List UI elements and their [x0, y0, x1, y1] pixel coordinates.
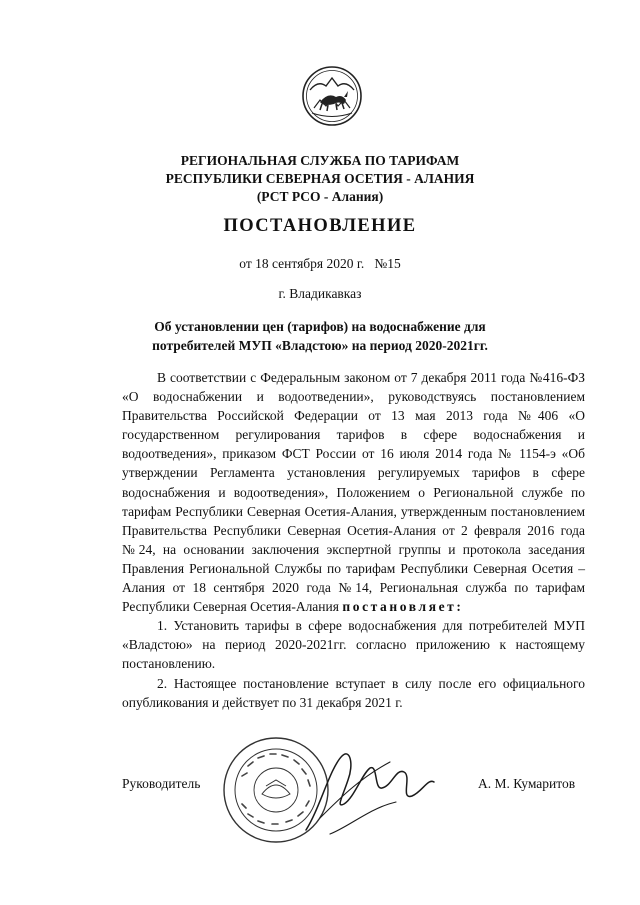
- preamble-text: В соответствии с Федеральным законом от 7 декабря 2011 года №416-ФЗ «О водоснабжении и водоотведении», руководствуясь постановлением Правительства Российской Федерации от 13 мая 2013 года №406 «О государственном регулирования тарифов в сфере водоснабжения и водоотведения», приказом ФСТ России от 16 июля 2014 года № 1154-э «Об утверждении Регламента установления регулируемых тарифов в сфере водоснабжения и водоотведения», Положением о Региональной службе по тарифам Республики Северная Осетия-Алания, утвержденным постановлением Правительства Республики Северная Осетия-Алания от 2 февраля 2016 года №24, на основании заключения экспертной группы и протокола заседания Правления Региональной Службы по тарифам Республики Северная Осетия – Алания от 18 сентября 2020 года №14, Региональная служба по тарифам Республики Северная Осетия-Алания: [122, 370, 585, 615]
- document-body: [122, 368, 585, 712]
- item-2: 2. Настоящее постановление вступает в силу после его официального опубликования и действует по 31 декабря 2021 г.: [122, 675, 585, 710]
- org-name-line1: РЕГИОНАЛЬНАЯ СЛУЖБА ПО ТАРИФАМ: [180, 153, 460, 168]
- coat-of-arms-icon: [300, 64, 364, 128]
- signatory-role: Руководитель: [122, 776, 201, 791]
- preamble-paragraph: [122, 368, 585, 616]
- document-subject-line1: Об установлении цен (тарифов) на водоснабжение для: [154, 319, 486, 334]
- item-1: 1. Установить тарифы в сфере водоснабжения для потребителей МУП «Владстою» на период 2020-2021гг. согласно приложению к настоящему постановлению.: [122, 618, 585, 672]
- document-city: г. Владикавказ: [278, 286, 362, 301]
- handwritten-signature: [300, 738, 440, 853]
- document-title: ПОСТАНОВЛЕНИЕ: [223, 216, 417, 236]
- org-abbreviation: (РСТ РСО - Алания): [256, 189, 384, 204]
- signatory-name: А. М. Кумаритов: [478, 776, 576, 791]
- org-name-line2: РЕСПУБЛИКИ СЕВЕРНАЯ ОСЕТИЯ - АЛАНИЯ: [165, 171, 475, 186]
- decree-word: постановляет:: [342, 599, 464, 615]
- document-subject-line2: потребителей МУП «Владстою» на период 2020-2021гг.: [152, 338, 488, 353]
- document-date-number: от 18 сентября 2020 г. №15: [239, 256, 401, 271]
